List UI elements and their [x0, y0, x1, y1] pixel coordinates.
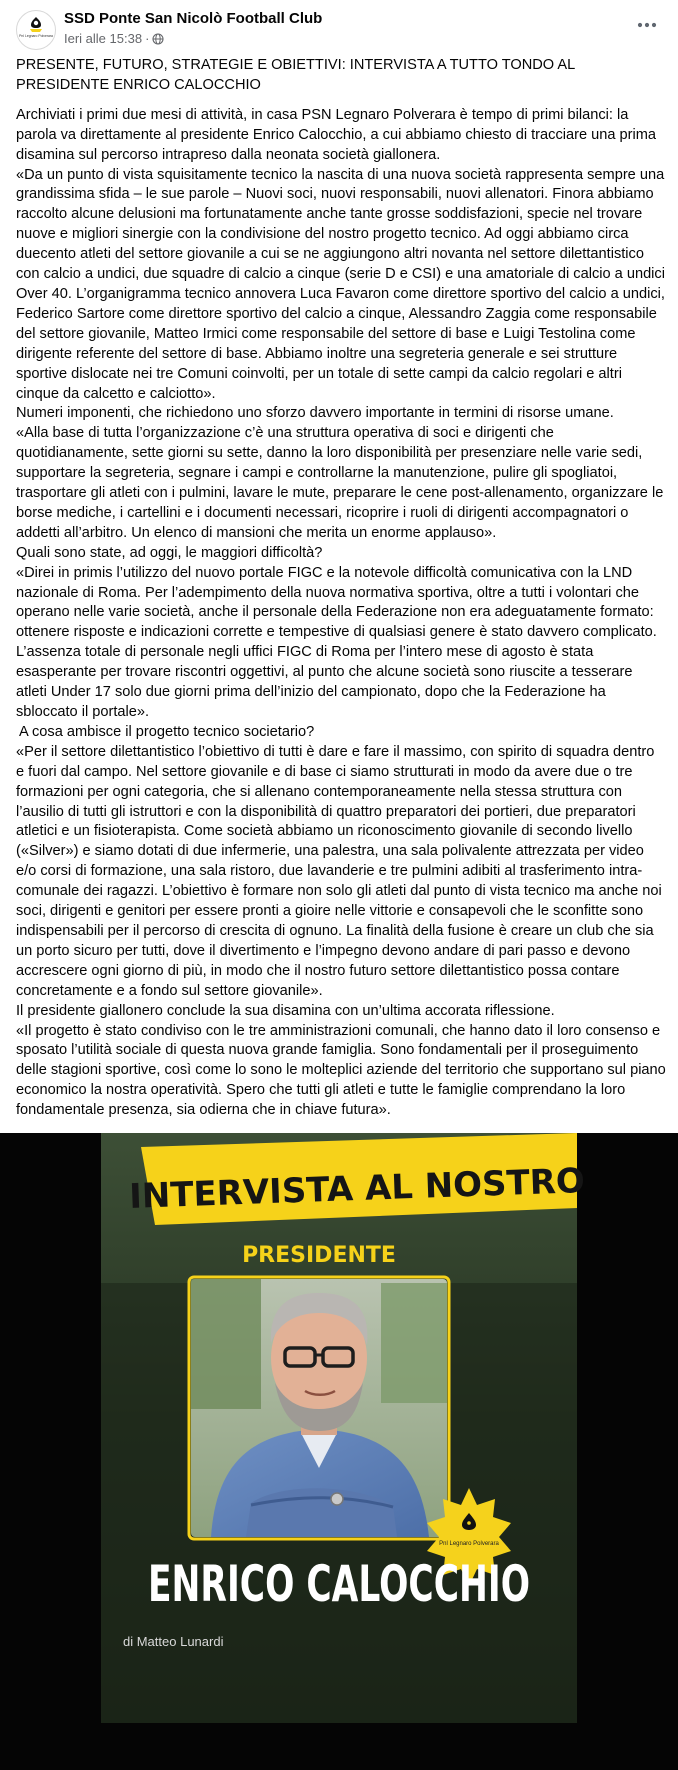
post-header: [0, 0, 678, 56]
paragraph-quote-1: «Da un punto di vista squisitamente tecnico la nascita di una nuova società rappresenta sempre una grandissima sfida – le sue parole – Nuovi soci, nuovi responsabili, nuovi allenatori. Finora abbiamo raccolto alcune delusioni ma fortunatamente anche tante grosse soddisfazioni, specie nel trovare nuove e migliori sinergie con la condivisione del nostro progetto tecnico. Ad oggi abbiamo circa duecento atleti del settore giovanile a cui se ne aggiungono altri novanta nel settore dilettantistico con calcio a undici, due squadre di calcio a cinque (serie D e CSI) e una amatoriale di calcio a undici Over 40. L’organigramma tecnico annovera Luca Favaron come direttore sportivo del calcio a undici, Federico Sartore come direttore sportivo del calcio a cinque, Alessandro Zaggia come responsabile del settore giovanile, Matteo Irmici come responsabile del settore di base e Luigi Testolina come dirigente referente del settore di base. Abbiamo inoltre una segreteria generale e sei strutture sportive dislocate nei tre Comuni coinvolti, per un totale di sette campi da calcio regolari e altri cinque da calcetto e calciotto».: [16, 166, 665, 402]
president-name: ENRICO CALOCCHIO: [148, 1555, 530, 1613]
page-avatar[interactable]: [16, 10, 56, 50]
page-name-link[interactable]: SSD Ponte San Nicolò Football Club: [64, 10, 323, 27]
paragraph-quote-3: «Direi in primis l’utilizzo del nuovo portale FIGC e la notevole difficoltà comunicativa con la LND nazionale di Roma. Per l’adempimento della nuova normativa sportiva, oltre a tutti i volontari che operano nelle varie società, anche il personale della Federazione non era adeguatamente formato: ottenere risposte e indicazioni corrette e tempestive di qualsiasi genere è stato davvero complicato. L’assenza totale di personale negli uffici FIGC di Roma per l’intero mese di agosto è stata esasperante per trovare riscontri oggettivi, al punto che alcune società sono riuscite a tesserare atleti Under 17 solo due giorni prima dell’inizio del campionato, dopo che la Federazione ha sbloccato il portale».: [16, 564, 657, 720]
post-meta: [64, 31, 164, 46]
byline: di Matteo Lunardi: [123, 1634, 224, 1649]
post-title: PRESENTE, FUTURO, STRATEGIE E OBIETTIVI: INTERVISTA A TUTTO TONDO AL PRESIDENTE ENRICO CALOCCHIO: [16, 57, 575, 93]
svg-text:Pnl Legnaro Polverara: Pnl Legnaro Polverara: [439, 1541, 499, 1547]
post-image[interactable]: [0, 1133, 678, 1770]
meta-separator: ·: [145, 31, 150, 46]
paragraph-intro: Archiviati i primi due mesi di attività, in casa PSN Legnaro Polverara è tempo di primi bilanci: la parola va direttamente al presidente Enrico Calocchio, a cui abbiamo chiesto di tracciare una prima disamina sul percorso intrapreso dalla neonata società giallonera.: [16, 106, 657, 163]
post-timestamp[interactable]: Ieri alle 15:38: [64, 31, 143, 46]
flyer-graphic: [101, 1133, 586, 1723]
paragraph-question-3: A cosa ambisce il progetto tecnico societario?: [19, 723, 315, 740]
banner-line-1: INTERVISTA AL NOSTRO: [128, 1161, 586, 1217]
club-logo-icon: [17, 11, 55, 49]
more-options-button[interactable]: [630, 12, 664, 38]
paragraph-quote-4: «Per il settore dilettantistico l’obiettivo di tutti è dare e fare il massimo, con spirito di squadra dentro e fuori dal campo. Nel settore giovanile e di base ci siamo strutturati in modo da avere due o tre formazioni per ogni categoria, che si allenano contemporaneamente nella stessa struttura con l’ausilio di tutti gli istruttori e con la disponibilità di quattro preparatori dei portieri, due preparatori atletici e un fisioterapista. Come società abbiamo un riconoscimento giovanile di secondo livello («Silver») e siamo dotati di due infermerie, una palestra, una sala polivalente attrezzata per video e/o corsi di formazione, una sala ristoro, due lavanderie e tre pulmini adibiti al trasferimento intra-comunale dei ragazzi. L’obiettivo è formare non solo gli atleti dal punto di vista tecnico ma anche noi soci, dirigenti e genitori per essere pronti a gioire nelle vittorie e consapevoli che le sconfitte sono indispensabili per il percorso di crescita di ognuno. La finalità della fusione è creare un club che sia un porto sicuro per tutti, dove il divertimento e l’impegno devono andare di pari passo e devono accrescere ogni giorno di più, in modo che il nostro futuro settore dilettantistico possa contare concretamente e a fondo sul settore giovanile».: [16, 743, 662, 999]
interview-flyer: [101, 1133, 586, 1723]
globe-icon: [152, 33, 164, 45]
banner-line-2: PRESIDENTE: [242, 1243, 396, 1268]
more-horizontal-icon: [637, 22, 657, 28]
paragraph-question-2: Quali sono state, ad oggi, le maggiori difficoltà?: [16, 544, 323, 561]
paragraph-quote-5: «Il progetto è stato condiviso con le tre amministrazioni comunali, che hanno dato il loro consenso e sposato l’utilità sociale di questa nuova grande famiglia. Sono fondamentali per il proseguimento delle stagioni sportive, così come lo sono le molteplici aziende del territorio che supportano sul piano economico la nostra operatività. Spero che tutti gli atleti e tutte le famiglie comprendano la loro fondamentale presenza, sia odierna che in chiave futura».: [16, 1022, 666, 1119]
paragraph-narration: Il presidente giallonero conclude la sua disamina con un’ultima accorata riflessione.: [16, 1002, 555, 1019]
post-text: [16, 56, 666, 1121]
svg-text:Pnl Legnaro Polverara: Pnl Legnaro Polverara: [19, 34, 53, 38]
paragraph-quote-2: «Alla base di tutta l’organizzazione c’è una struttura operativa di soci e dirigenti che quotidianamente, sette giorni su sette, danno la loro disponibilità per presenziare nelle varie sedi, supportare la segreteria, segnare i campi e controllarne la manutenzione, pulire gli spogliatoi, trasportare gli atleti con i pulmini, lavare le mute, preparare le cene post-allenamento, organizzare le borse mediche, i cartellini e i documenti necessari, ricoprire i ruoli di dirigenti accompagnatori o addetti all’arbitro. Un elenco di mansioni che merita un enorme applauso».: [16, 425, 664, 541]
paragraph-question-1: Numeri imponenti, che richiedono uno sforzo davvero importante in termini di risorse umane.: [16, 405, 614, 422]
